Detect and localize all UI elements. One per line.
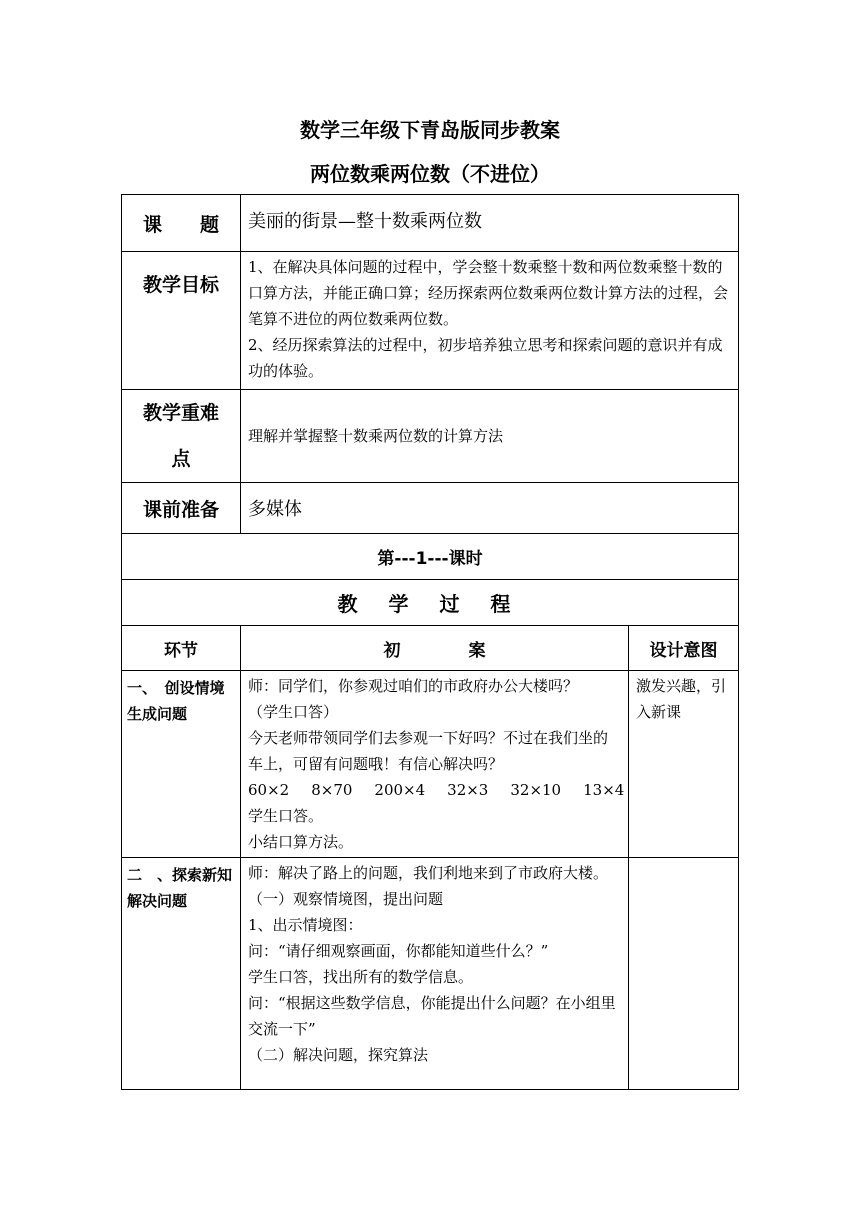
plan-line: 1、出示情境图： xyxy=(248,916,363,934)
lesson-plan-table xyxy=(121,194,739,1090)
lesson-number: 第---1---课时 xyxy=(122,534,739,580)
topic-label: 课 题 xyxy=(122,195,241,252)
plan-line: （学生口答） xyxy=(248,703,339,721)
stage-1: 一、 创设情境生成问题 xyxy=(122,671,241,858)
plan-line: （二）解决问题，探究算法 xyxy=(248,1046,429,1064)
stage-2: 二 、探索新知解决问题 xyxy=(122,858,241,1090)
plan-line: 今天老师带领同学们去参观一下好吗？不过在我们坐的车上，可留有问题哦！有信心解决吗？ xyxy=(248,729,609,773)
section-row-2 xyxy=(122,858,739,1090)
process-row xyxy=(122,580,739,626)
oral-calc-list xyxy=(248,777,625,803)
plan-line: 小结口算方法。 xyxy=(248,833,354,851)
plan-line: 学生口答，找出所有的数学信息。 xyxy=(248,968,474,986)
goal-2: 2、经历探索算法的过程中，初步培养独立思考和探索问题的意识并有成功的体验。 xyxy=(248,336,723,380)
prep-row xyxy=(122,483,739,534)
goals-row xyxy=(122,252,739,390)
plan-line: 学生口答。 xyxy=(248,807,324,825)
goal-1: 1、在解决具体问题的过程中，学会整十数乘整十数和两位数乘整十数的口算方法，并能正确口算；经历探索两位数乘两位数计算方法的过程，会笔算不进位的两位数乘两位数。 xyxy=(248,258,729,328)
key-row xyxy=(122,390,739,483)
plan-line: 师：解决了路上的问题，我们利地来到了市政府大楼。 xyxy=(248,864,609,882)
process-heading: 教 学 过 程 xyxy=(122,580,739,626)
document-title: 数学三年级下青岛版同步教案 xyxy=(300,118,560,142)
section-row-1 xyxy=(122,671,739,858)
plan-line: 师：同学们，你参观过咱们的市政府办公大楼吗？ xyxy=(248,677,579,695)
key-value: 理解并掌握整十数乘两位数的计算方法 xyxy=(241,390,739,483)
key-label: 教学重难点 xyxy=(122,390,241,483)
prep-value: 多媒体 xyxy=(241,483,739,534)
calc-item: 32×3 xyxy=(447,781,489,799)
goals-label: 教学目标 xyxy=(122,252,241,390)
col-intent: 设计意图 xyxy=(629,626,739,671)
column-header-row xyxy=(122,626,739,671)
calc-item: 60×2 xyxy=(248,781,290,799)
calc-item: 13×4 xyxy=(583,781,625,799)
plan-line: 问：“根据这些数学信息，你能提出什么问题？在小组里交流一下” xyxy=(248,994,616,1038)
topic-row xyxy=(122,195,739,252)
col-stage: 环节 xyxy=(122,626,241,671)
calc-item: 8×70 xyxy=(311,781,353,799)
col-plan: 初 案 xyxy=(241,626,629,671)
calc-item: 200×4 xyxy=(374,781,426,799)
lesson-row xyxy=(122,534,739,580)
plan-line: 问：“请仔细观察画面，你都能知道些什么？” xyxy=(248,942,549,960)
intent-1: 激发兴趣，引入新课 xyxy=(629,671,739,858)
plan-line: （一）观察情境图，提出问题 xyxy=(248,890,444,908)
topic-value: 美丽的街景—整十数乘两位数 xyxy=(241,195,739,252)
calc-item: 32×10 xyxy=(510,781,562,799)
document-subtitle: 两位数乘两位数（不进位） xyxy=(310,162,550,186)
prep-label: 课前准备 xyxy=(122,483,241,534)
intent-2 xyxy=(629,858,739,1090)
